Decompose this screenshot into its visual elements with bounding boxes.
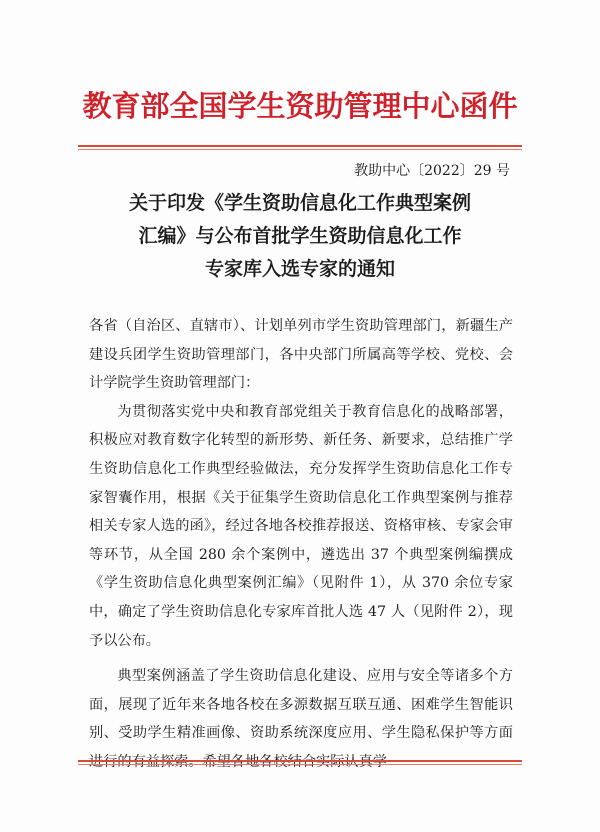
footer-rule [78,760,522,762]
letterhead-rule [78,145,522,147]
title-line-2: 汇编》与公布首批学生资助信息化工作 [138,225,462,247]
body-paragraph-1: 为贯彻落实党中央和教育部党组关于教育信息化的战略部署，积极应对教育数字化转型的新形势、新任务、新要求，总结推广学生资助信息化工作典型经验做法，充分发挥学生资助信息化工作专家智囊作用，根据《关于征集学生资助信息化工作典型案例与推荐相关专家人选的函》，经过各地各校推荐报送、资格审核、专家会审等环节，从全国 280 余个案例中，遴选出 37 个典型案例编撰成《学生资助信息化典型案例汇编》（见附件 1），从 370 余位专家中，确定了学生资助信息化专家库首批人选 47 人（见附件 2），现予以公布。 [89,403,513,649]
letterhead-rule-thin [78,149,522,150]
letterhead-title: 教育部全国学生资助管理中心函件 [82,89,518,123]
title-line-3: 专家库入选专家的通知 [204,258,395,280]
document-number: 教助中心〔2022〕29 号 [354,163,510,179]
title-line-1: 关于印发《学生资助信息化工作典型案例 [128,192,471,214]
document-title [0,187,600,286]
body-paragraph-2: 典型案例涵盖了学生资助信息化建设、应用与安全等诸多个方面，展现了近年来各地各校在多源数据互联互通、困难学生智能识别、受助学生精准画像、资助系统深度应用、学生隐私保护等方面 [89,668,513,742]
addressee: 各省（自治区、直辖市）、计划单列市学生资助管理部门，新疆生产建设兵团学生资助管理部门，各中央部门所属高等学校、党校、会计学院学生资助管理部门： [89,318,513,392]
document-body [89,312,513,777]
footer-rule-thin [78,764,522,765]
